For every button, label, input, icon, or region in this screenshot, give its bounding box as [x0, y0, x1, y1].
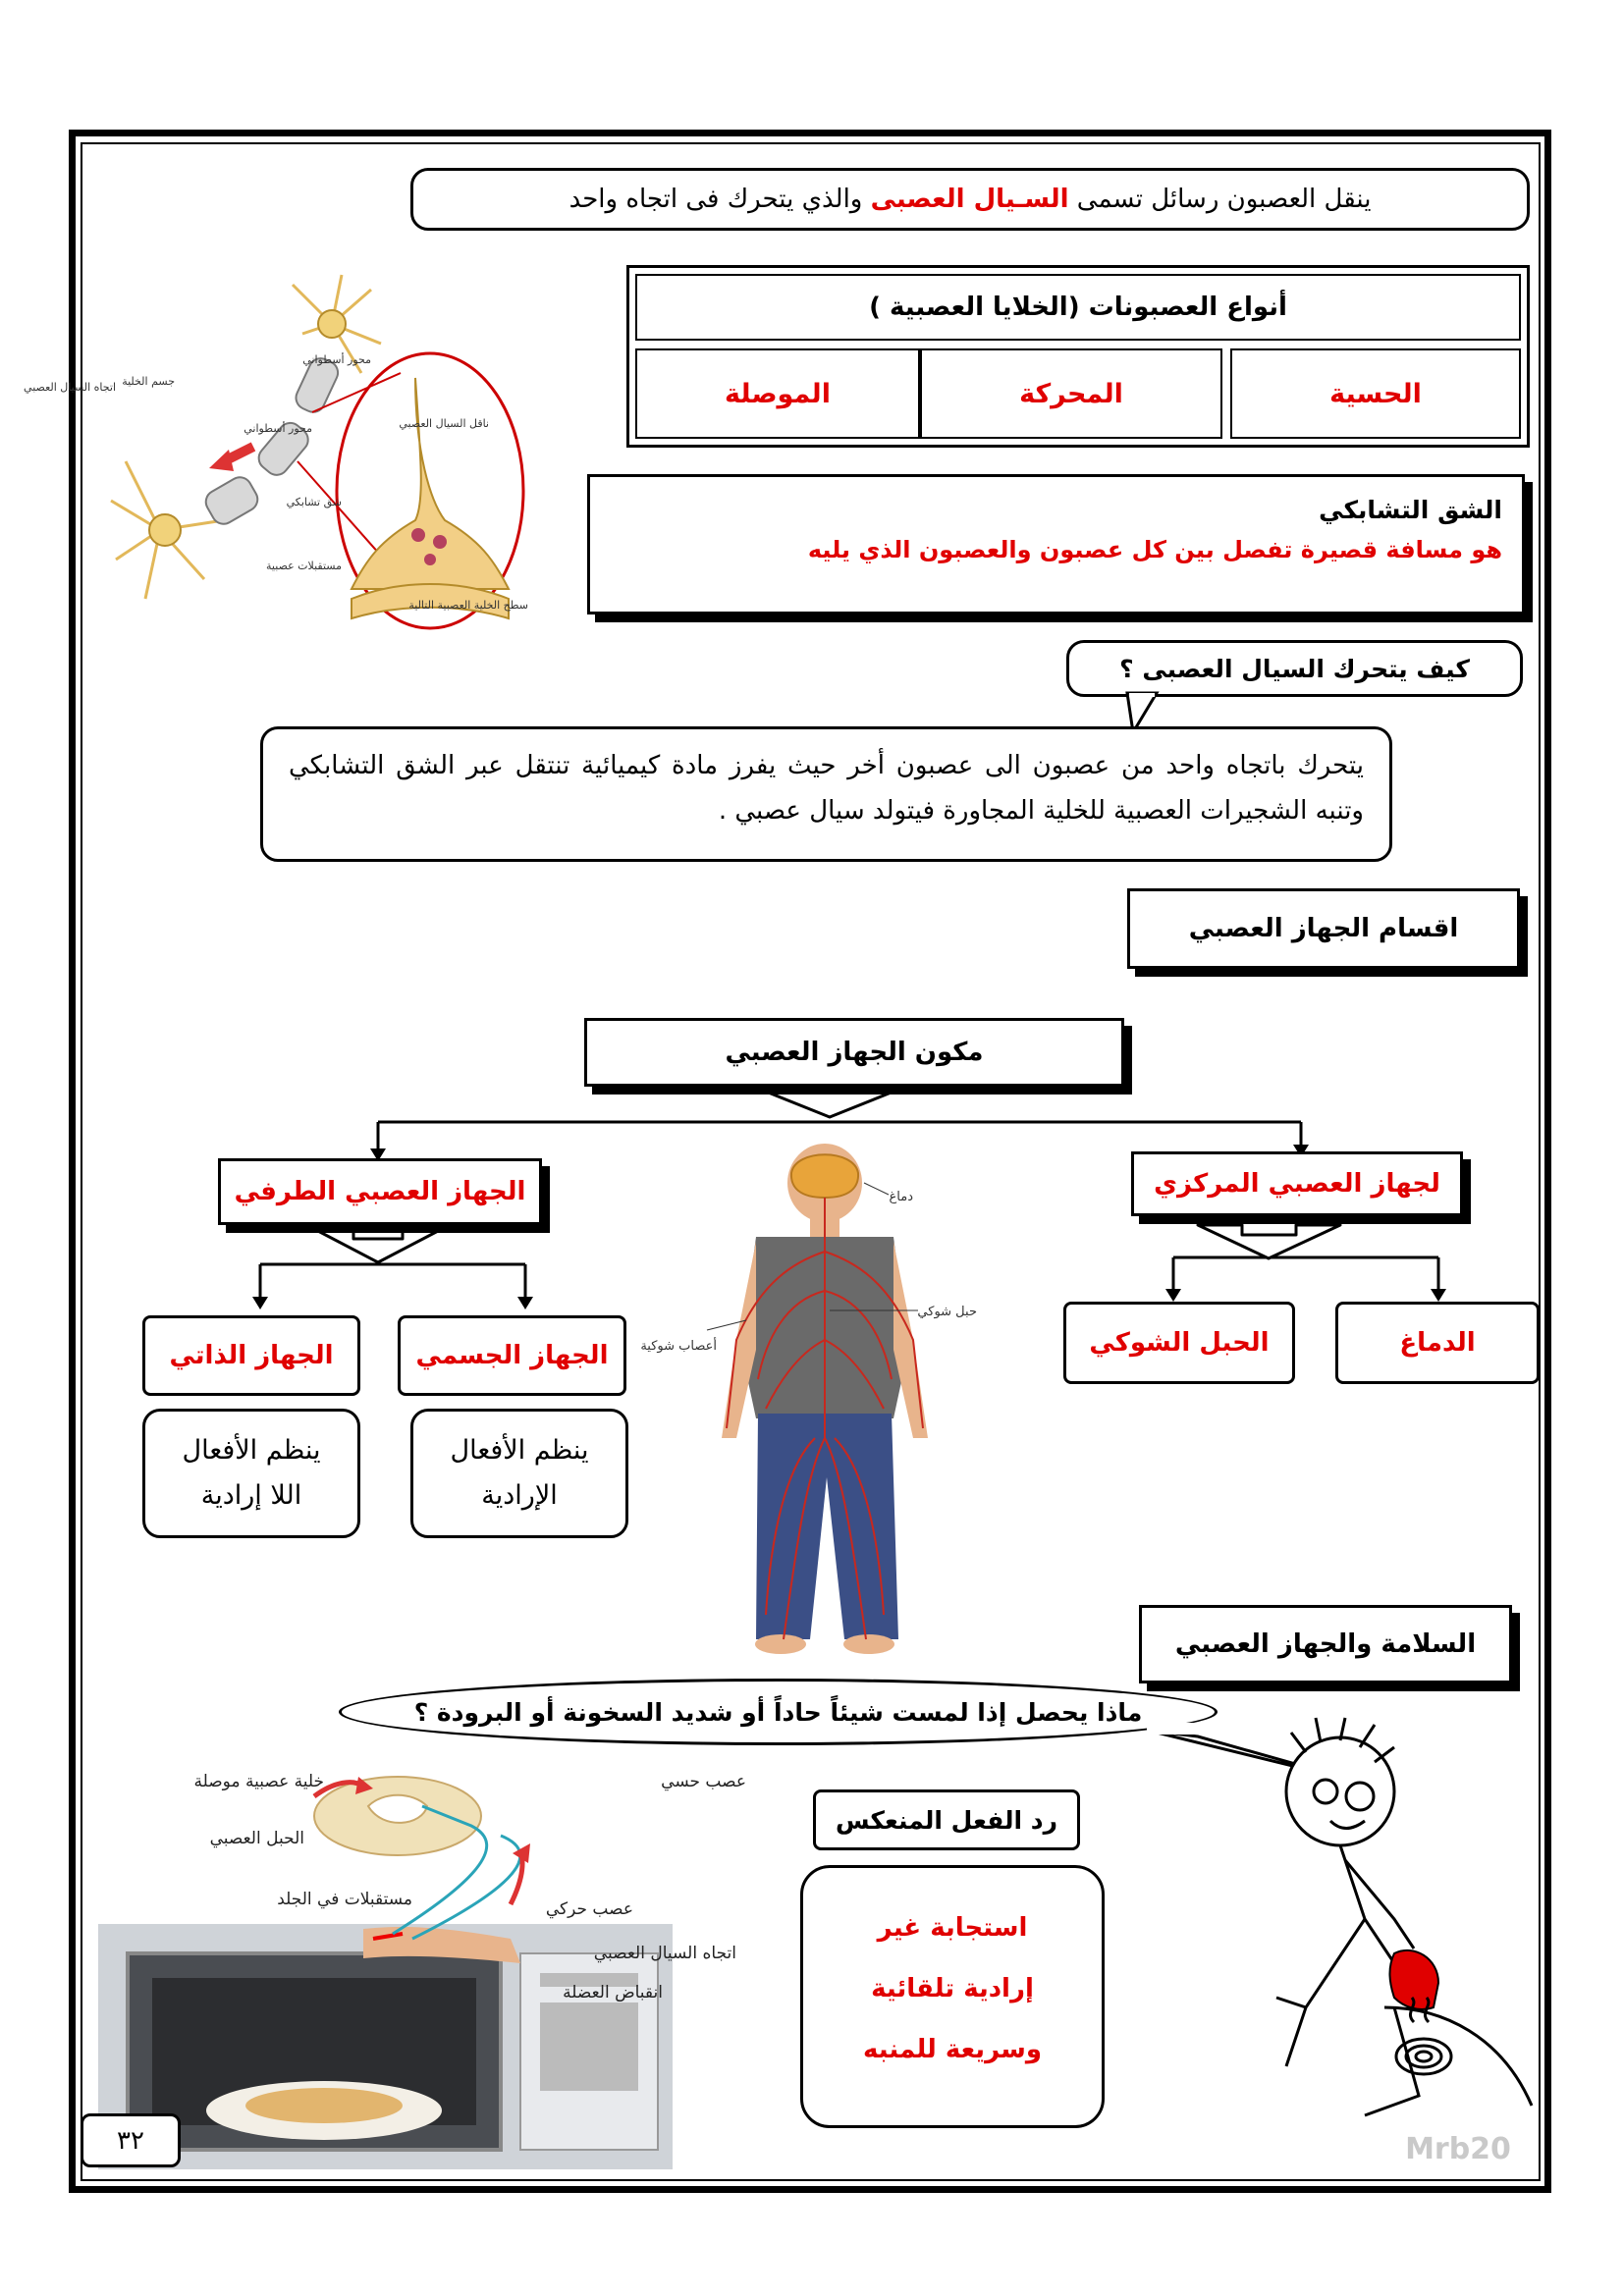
- reflex-label-sensory-nerve: عصب حسي: [661, 1772, 746, 1791]
- synapse-definition: هو مسافة قصيرة تفصل بين كل عصبون والعصبون الذي يليه: [807, 536, 1502, 563]
- reflex-label-connector-cell: خلية عصبية موصلة: [193, 1772, 324, 1791]
- neuron-label-synaptic-cleft: شق تشابكي: [286, 496, 342, 508]
- page-number: ٣٢: [81, 2113, 181, 2167]
- intro-text: ينقل العصبون رسائل تسمى السـيال العصبى والذي يتحرك فى اتجاه واحد: [568, 185, 1372, 214]
- reflex-label-motor-nerve: عصب حركي: [545, 1899, 633, 1919]
- reflex-line-3: وسريعة للمنبه: [863, 2035, 1042, 2064]
- reflex-label-impulse-direction: اتجاه السيال العصبي: [593, 1944, 736, 1963]
- question2-bubble: ماذا يحصل إذا لمست شيئاً حاداً أو شديد السخونة أو البرودة ؟: [339, 1679, 1218, 1745]
- neuron-label-axon: محور أسطواني: [302, 353, 371, 366]
- reflex-definition-box: [800, 1865, 1105, 2128]
- neuron-types-title: أنواع العصبونات (الخلايا العصبية ): [635, 274, 1521, 341]
- neuron-label-cell-body: جسم الخلية: [122, 375, 175, 388]
- body-label-spinal-nerves: أعصاب شوكية: [640, 1339, 717, 1354]
- reflex-label-skin-receptors: مستقبلات في الجلد: [277, 1890, 412, 1909]
- neuron-type-connector: الموصلة: [635, 348, 920, 439]
- tree-spinal-cord: الحبل الشوكي: [1063, 1302, 1295, 1384]
- reflex-line-2: إرادية تلقائية: [871, 1974, 1034, 2003]
- reflex-label-muscle-contraction: انقباض العضلة: [563, 1983, 663, 2002]
- safety-header: السلامة والجهاز العصبي: [1139, 1605, 1512, 1683]
- body-label-spinal-cord: حبل شوكي: [917, 1305, 977, 1319]
- tree-brain: الدماغ: [1335, 1302, 1540, 1384]
- tree-central: لجهاز العصبي المركزي: [1131, 1151, 1463, 1216]
- tree-root: مكون الجهاز العصبي: [584, 1018, 1124, 1087]
- neuron-type-motor: المحركة: [920, 348, 1222, 439]
- tree-peripheral: الجهاز العصبي الطرفي: [218, 1158, 542, 1225]
- neuron-label-receptors: مستقبلات عصبية: [266, 560, 342, 572]
- tree-somatic: الجهاز الجسمي: [398, 1315, 626, 1396]
- body-label-brain: دماغ: [889, 1190, 913, 1204]
- tree-autonomic-desc: ينظم الأفعال اللا إرادية: [142, 1409, 360, 1538]
- answer1-box: يتحرك باتجاه واحد من عصبون الى عصبون أخر حيث يفرز مادة كيميائية تنتقل عبر الشق التشابكي وتنبه الشجيرات العصبية للخلية المجاورة فيتولد سيال عصبي .: [260, 726, 1392, 862]
- synapse-title: الشق التشابكي: [1319, 496, 1502, 524]
- tree-somatic-desc: ينظم الأفعال الإرادية: [410, 1409, 628, 1538]
- reflex-label-spinal-cord: الحبل العصبي: [209, 1829, 304, 1848]
- divisions-header: اقسام الجهاز العصبي: [1127, 888, 1520, 969]
- neuron-label-next-cell: سطح الخلية العصبية التالية: [408, 599, 528, 612]
- body-nervous-system-illustration: [640, 1144, 982, 1654]
- question1-bubble: كيف يتحرك السيال العصبى ؟: [1066, 640, 1523, 697]
- cartoon-hot-stove-illustration: [1247, 1713, 1542, 2145]
- reflex-title: رد الفعل المنعكس: [813, 1789, 1080, 1850]
- reflex-line-1: استجابة غير: [877, 1913, 1028, 1943]
- neuron-label-transmitter: ناقل السيال العصبي: [399, 417, 489, 430]
- neuron-label-impulse-direction: اتجاه السيال العصبي: [24, 381, 116, 394]
- reflex-arc-illustration: [98, 1757, 766, 2169]
- watermark: Mrb20: [1405, 2132, 1511, 2166]
- tree-autonomic: الجهاز الذاتي: [142, 1315, 360, 1396]
- neuron-type-sensory: الحسية: [1230, 348, 1521, 439]
- neuron-label-axon-2: محور أسطواني: [244, 422, 312, 435]
